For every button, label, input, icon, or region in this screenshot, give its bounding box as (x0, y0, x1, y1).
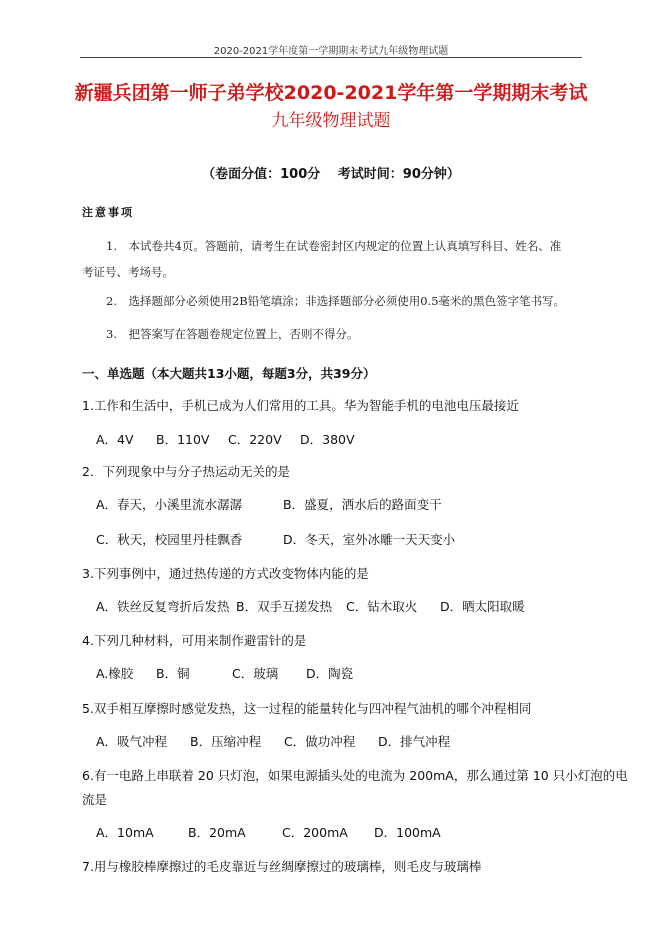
q6-option-a: A．10mA (96, 825, 154, 840)
exam-info: （卷面分值：100分 考试时间：90分钟） (202, 167, 460, 182)
q6-option-c: C．200mA (282, 825, 348, 840)
question-3: 3.下列事例中，通过热传递的方式改变物体内能的是 (82, 566, 369, 581)
notice-item-3: 3. 把答案写在答题卷规定位置上，否则不得分。 (106, 327, 359, 341)
q4-option-b: B．铜 (156, 666, 190, 681)
exam-title: 新疆兵团第一师子弟学校2020-2021学年第一学期期末考试 (74, 82, 588, 104)
q4-option-a: A.橡胶 (96, 666, 134, 681)
q2-option-b: B．盛夏，洒水后的路面变干 (283, 497, 442, 512)
question-4: 4.下列几种材料，可用来制作避雷针的是 (82, 633, 307, 648)
q3-option-d: D．晒太阳取暖 (440, 599, 525, 614)
q5-option-d: D．排气冲程 (378, 734, 451, 749)
q1-option-b: B．110V (156, 432, 210, 447)
q4-option-c: C．玻璃 (232, 666, 279, 681)
q2-option-a: A．春天，小溪里流水潺潺 (96, 497, 243, 512)
question-5: 5.双手相互摩擦时感觉发热，这一过程的能量转化与四冲程气油机的哪个冲程相同 (82, 701, 532, 716)
q1-option-a: A．4V (96, 432, 134, 447)
question-1: 1.工作和生活中，手机已成为人们常用的工具。华为智能手机的电池电压最接近 (82, 398, 519, 413)
q3-option-c: C．钻木取火 (346, 599, 418, 614)
q3-option-a: A．铁丝反复弯折后发热 (96, 599, 230, 614)
notice-item-1-line-1: 1. 本试卷共4页。答题前，请考生在试卷密封区内规定的位置上认真填写科目、姓名、准 (106, 239, 562, 253)
q6-option-b: B．20mA (188, 825, 246, 840)
notice-heading: 注意事项 (82, 206, 134, 219)
q5-option-c: C．做功冲程 (284, 734, 356, 749)
question-2: 2．下列现象中与分子热运动无关的是 (82, 464, 290, 479)
header-rule (80, 57, 582, 58)
exam-subtitle: 九年级物理试题 (271, 111, 391, 131)
notice-item-1-line-2: 考证号、考场号。 (82, 265, 174, 279)
q3-option-b: B．双手互搓发热 (236, 599, 333, 614)
q1-option-c: C．220V (228, 432, 282, 447)
q2-option-c: C．秋天，校园里丹桂飘香 (96, 532, 243, 547)
question-6-line-1: 6.有一电路上串联着 20 只灯泡，如果电源插头处的电流为 200mA，那么通过第 10 只小灯泡的电 (82, 768, 628, 783)
question-6-line-2: 流是 (82, 792, 108, 807)
notice-item-2: 2. 选择题部分必须使用2B铅笔填涂；非选择题部分必须使用0.5毫米的黑色签字笔书写。 (106, 294, 566, 308)
q5-option-a: A．吸气冲程 (96, 734, 168, 749)
q6-option-d: D．100mA (374, 825, 441, 840)
section-heading: 一、单选题（本大题共13小题，每题3分，共39分） (82, 366, 376, 381)
question-7: 7.用与橡胶棒摩擦过的毛皮靠近与丝绸摩擦过的玻璃棒，则毛皮与玻璃棒 (82, 859, 482, 874)
q5-option-b: B．压缩冲程 (190, 734, 262, 749)
q4-option-d: D．陶瓷 (306, 666, 354, 681)
running-header: 2020-2021学年度第一学期期末考试九年级物理试题 (213, 46, 449, 57)
q1-option-d: D．380V (300, 432, 355, 447)
q2-option-d: D．冬天，室外冰雕一天天变小 (283, 532, 456, 547)
